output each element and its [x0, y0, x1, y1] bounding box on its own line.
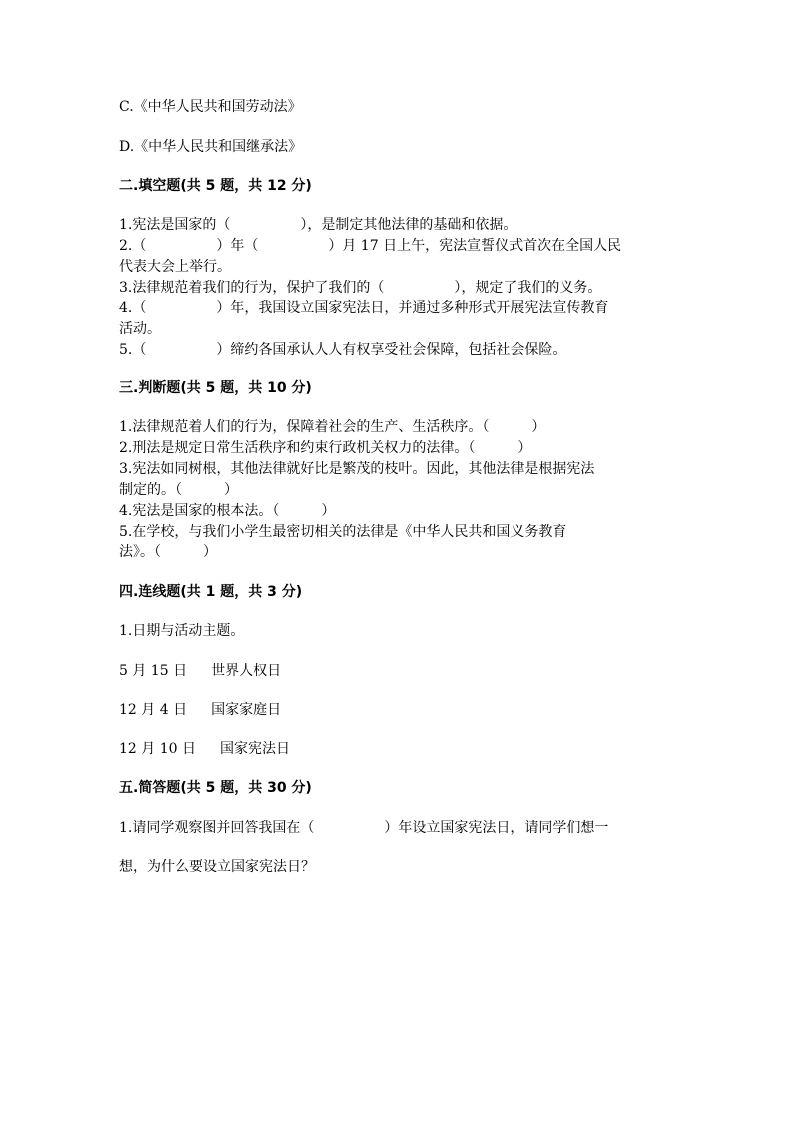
short-answer-line: 1.请同学观察图并回答我国在（ ）年设立国家宪法日，请同学们想一 — [119, 820, 609, 836]
true-false-line: 2.刑法是规定日常生活秩序和约束行政机关权力的法律。（ ） — [119, 440, 532, 456]
true-false-line: 4.宪法是国家的根本法。（ ） — [119, 503, 336, 519]
section-title-true-false: 三.判断题(共 5 题，共 10 分) — [119, 380, 312, 396]
matching-date: 5 月 15 日 — [119, 663, 188, 679]
matching-row — [119, 739, 290, 759]
matching-date: 12 月 4 日 — [119, 702, 188, 718]
true-false-line: 3.宪法如同树根，其他法律就好比是繁茂的枝叶。因此，其他法律是根据宪法 — [119, 461, 595, 477]
fill-blank-line: 1.宪法是国家的（ ），是制定其他法律的基础和依据。 — [119, 217, 518, 233]
true-false-line: 法》。（ ） — [119, 544, 217, 560]
matching-date: 12 月 10 日 — [119, 741, 196, 757]
fill-blank-line: 2.（ ）年（ ）月 17 日上午，宪法宣誓仪式首次在全国人民 — [119, 238, 622, 254]
fill-blank-line: 4.（ ）年，我国设立国家宪法日，并通过多种形式开展宪法宣传教育 — [119, 300, 609, 316]
section-title-fill-blank: 二.填空题(共 5 题，共 12 分) — [119, 178, 312, 194]
matching-question: 1.日期与活动主题。 — [119, 623, 245, 639]
short-answer-line: 想，为什么要设立国家宪法日？ — [119, 859, 315, 875]
true-false-line: 1.法律规范着人们的行为，保障着社会的生产、生活秩序。（ ） — [119, 419, 546, 435]
section-title-matching: 四.连线题(共 1 题，共 3 分) — [119, 584, 303, 600]
matching-topic: 国家家庭日 — [211, 702, 282, 718]
matching-row — [119, 661, 281, 681]
matching-topic: 国家宪法日 — [219, 741, 290, 757]
fill-blank-line: 代表大会上举行。 — [119, 259, 231, 275]
matching-topic: 世界人权日 — [211, 663, 282, 679]
fill-blank-line: 5.（ ）缔约各国承认人人有权享受社会保障，包括社会保险。 — [119, 342, 567, 358]
section-title-short-answer: 五.简答题(共 5 题，共 30 分) — [119, 780, 312, 796]
option-c: C.《中华人民共和国劳动法》 — [119, 99, 302, 115]
true-false-line: 制定的。（ ） — [119, 482, 238, 498]
option-d: D.《中华人民共和国继承法》 — [119, 139, 303, 155]
fill-blank-line: 活动。 — [119, 321, 161, 337]
fill-blank-line: 3.法律规范着我们的行为，保护了我们的（ ），规定了我们的义务。 — [119, 280, 602, 296]
true-false-line: 5.在学校，与我们小学生最密切相关的法律是《中华人民共和国义务教育 — [119, 524, 567, 540]
matching-row — [119, 700, 281, 720]
